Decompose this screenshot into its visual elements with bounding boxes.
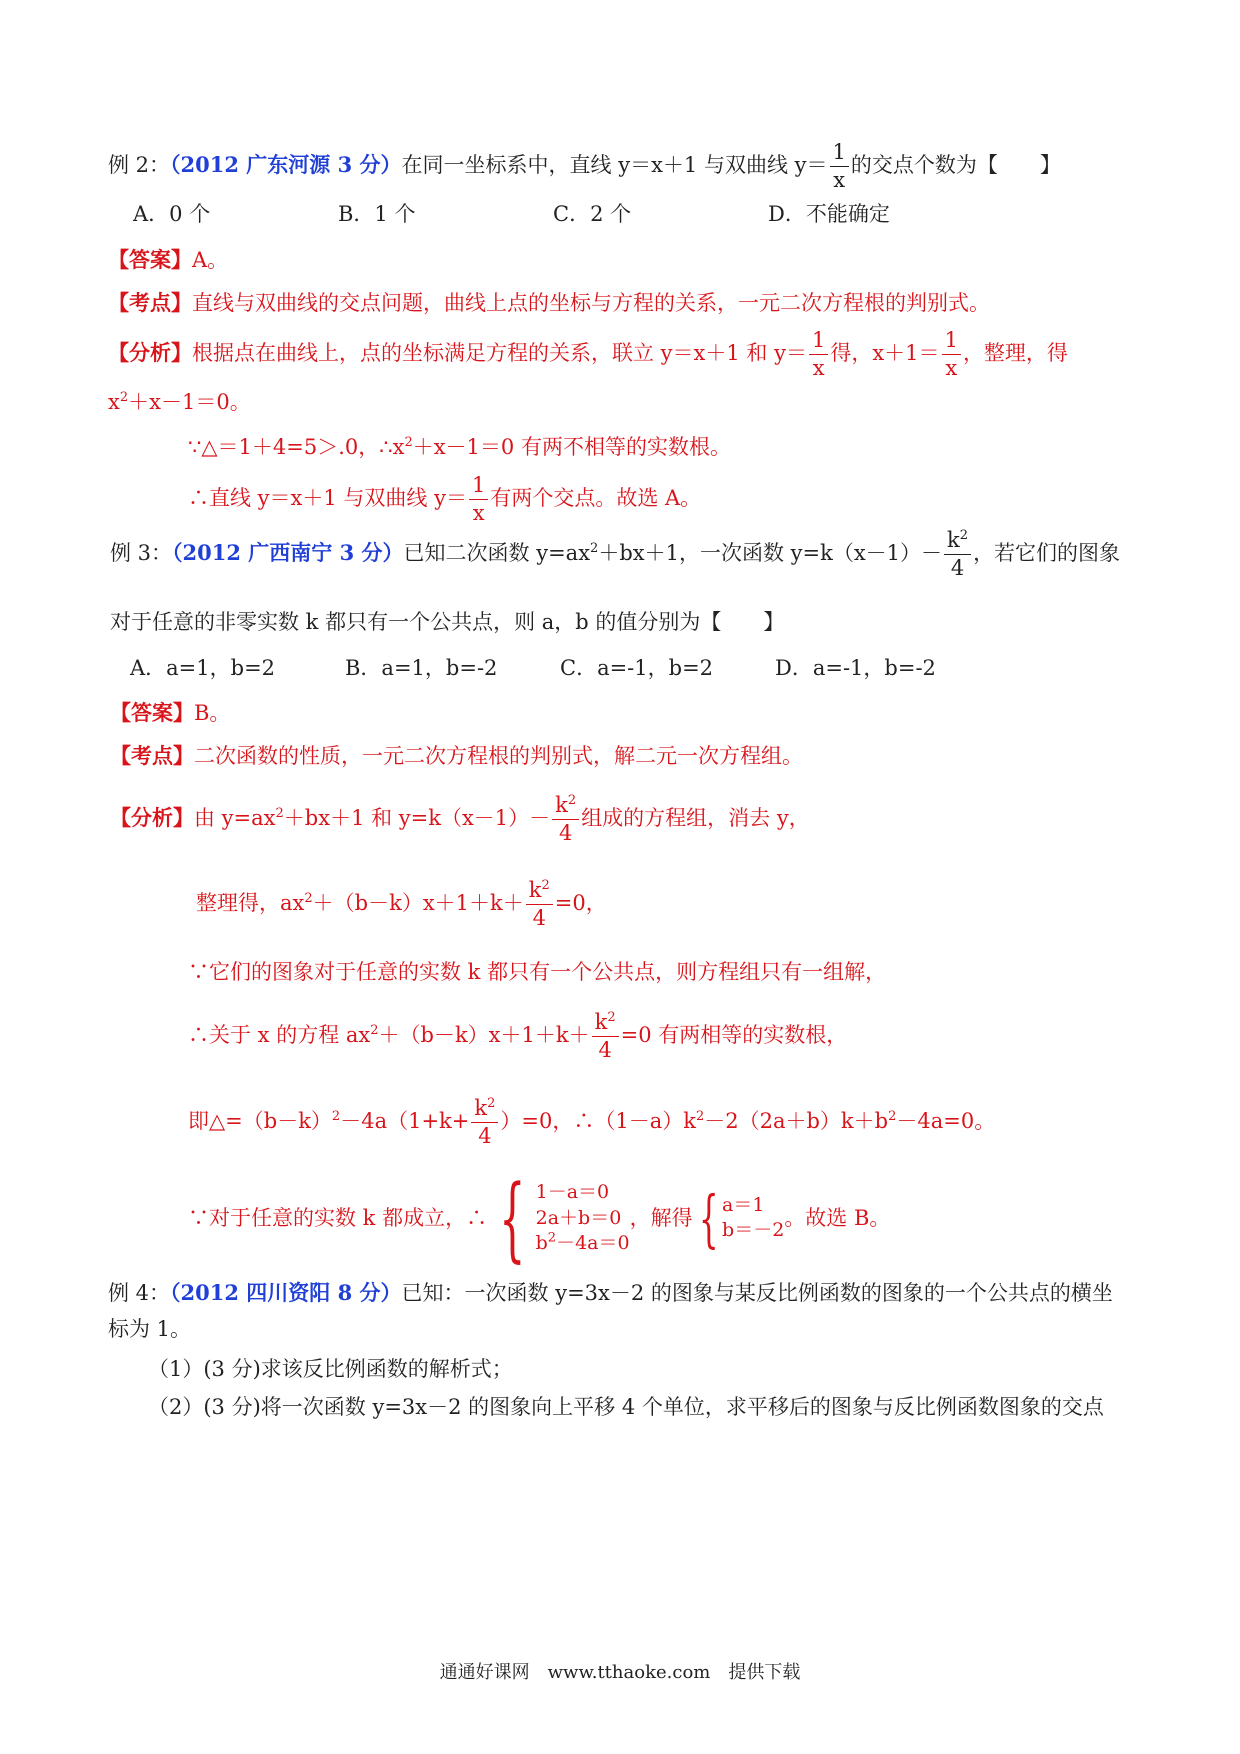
ex3-analysis-1: 【分析】由 $y=ax^2+bx+1$ 和 y=k（x－1）－ $\frac{k^2}{4}$ 组成的方程组，消去 y， <box>110 793 810 845</box>
ex4-question: 例 4：（2012 四川资阳 8 分）已知：一次函数 y=3x－2 的图象与某反比例函数的图象的一个公共点的横坐 <box>108 1280 1113 1305</box>
fraction: $\frac{k^2}{4}$ <box>592 1012 619 1061</box>
ex3-analysis-3: ∵它们的图象对于任意的实数 k 都只有一个公共点，则方程组只有一组解， <box>188 960 887 984</box>
ex2-answer: 【答案】A。 <box>108 247 229 272</box>
ex3-point: 【考点】二次函数的性质，一元二次方程根的判别式，解二元一次方程组。 <box>110 743 803 768</box>
fraction: $\frac{1}{x}$ <box>942 330 961 379</box>
solution-system: { a＝1 b＝－2 <box>698 1181 785 1255</box>
ex3-question-2: 对于任意的非零实数 k 都只有一个公共点，则 a，b 的值分别为【 】 <box>110 610 785 634</box>
option-b: B．a=1，b=-2 <box>345 656 498 680</box>
ex4-part-2: （2）(3 分)将一次函数 y=3x－2 的图象向上平移 4 个单位，求平移后的图象与反比例函数图象的交点 <box>148 1395 1104 1419</box>
ex3-analysis-2: 整理得，$ax^2+(b-k)x+1+k+$ $\frac{k^2}{4}$ =0， <box>196 878 607 930</box>
ex3-analysis-4: ∴关于 x 的方程 $ax^2+(b-k)x+1+k+$ $\frac{k^2}{4}$ =0 有两相等的实数根， <box>188 1010 848 1062</box>
fraction: $\frac{1}{x}$ <box>809 330 828 379</box>
fraction: $\frac{k^2}{4}$ <box>944 530 971 579</box>
fraction: $\frac{k^2}{4}$ <box>471 1098 498 1147</box>
ex2-analysis-1: 【分析】根据点在曲线上，点的坐标满足方程的关系，联立 y＝x＋1 和 y＝ $\frac{1}{x}$ 得，x＋1＝ $\frac{1}{x}$ ，整理，得 <box>108 328 1068 380</box>
ex2-options <box>133 202 890 227</box>
ex2-analysis-2: $x^2+x-1=0$。 <box>108 390 251 414</box>
ex3-question: 例 3：（2012 广西南宁 3 分）已知二次函数 $y=ax^2+bx+1$，一次函数 y=k（x－1）－ $\frac{k^2}{4}$ ，若它们的图象 <box>110 528 1121 580</box>
option-a: A．0 个 <box>133 202 211 226</box>
ex3-options <box>130 656 936 681</box>
option-d: D．a=-1，b=-2 <box>775 656 936 680</box>
ex2-label: 例 2： <box>108 153 171 177</box>
equation-system: { 1－a＝0 2a＋b＝0 $b^2-4a=0$ <box>499 1164 630 1272</box>
ex2-source: （2012 广东河源 3 分） <box>170 152 402 177</box>
ex2-analysis-4: ∴直线 y＝x＋1 与双曲线 y＝ $\frac{1}{x}$ 有两个交点。故选 A。 <box>188 473 702 525</box>
option-d: D．不能确定 <box>768 202 890 226</box>
option-c: C．a=-1，b=2 <box>560 656 714 680</box>
ex3-answer: 【答案】B。 <box>110 700 231 725</box>
ex4-question-2: 标为 1。 <box>108 1317 192 1341</box>
ex3-analysis-6: ∵对于任意的实数 k 都成立，∴ { 1－a＝0 2a＋b＝0 $b^2-4a=0$ ，解得 { a＝1 b＝－2 。故选 B。 <box>188 1164 891 1272</box>
ex2-question: 例 2：（2012 广东河源 3 分）在同一坐标系中，直线 y＝x＋1 与双曲线 y＝ $\frac{1}{x}$ 的交点个数为【 】 <box>108 140 1061 192</box>
option-a: A．a=1，b=2 <box>130 656 276 680</box>
ex4-part-1: （1）(3 分)求该反比例函数的解析式； <box>148 1357 513 1381</box>
option-b: B．1 个 <box>338 202 416 226</box>
ex2-point: 【考点】直线与双曲线的交点问题，曲线上点的坐标与方程的关系，一元二次方程根的判别式。 <box>108 290 990 315</box>
fraction: $\frac{1}{x}$ <box>830 142 849 191</box>
fraction: $\frac{k^2}{4}$ <box>552 795 579 844</box>
fraction: $\frac{1}{x}$ <box>469 475 488 524</box>
ex3-analysis-5: 即$\triangle=(b-k)^2-4a(1+k+$ $\frac{k^2}{4}$ ）=0，$\therefore(1-a)k^2-2(2a+b)k+b^2-4a=0$。 <box>188 1096 996 1148</box>
option-c: C．2 个 <box>553 202 632 226</box>
fraction: $\frac{k^2}{4}$ <box>526 880 553 929</box>
ex2-analysis-3: ∵△＝1＋4=5＞.0，$\therefore x^2+x-1=0$ 有两不相等的实数根。 <box>188 435 731 459</box>
page-footer: 通通好课网 www.tthaoke.com 提供下载 <box>439 1662 801 1683</box>
